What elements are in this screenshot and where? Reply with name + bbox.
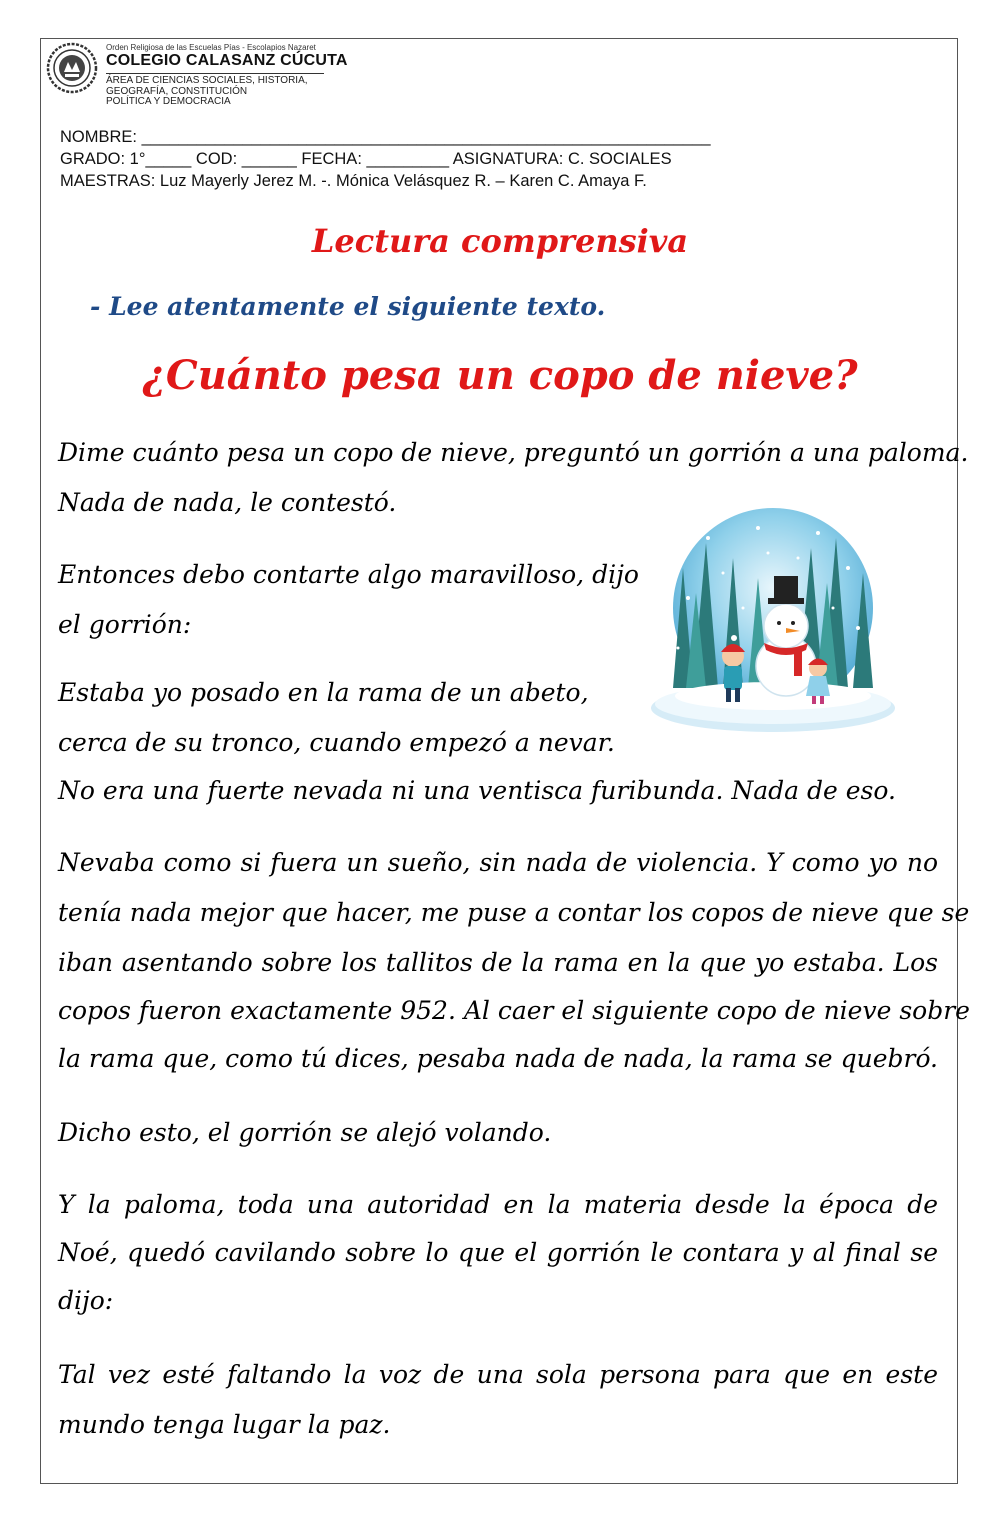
story-title: ¿Cuánto pesa un copo de nieve? [142,352,858,399]
story-line: Noé, quedó cavilando sobre lo que el gorrión le contara y al final se [58,1238,938,1267]
story-line: tenía nada mejor que hacer, me puse a contar los copos de nieve que se [58,898,970,927]
area-line: POLÍTICA Y DEMOCRACIA [106,96,231,107]
grade-field-line: GRADO: 1°_____ COD: ______ FECHA: _________ ASIGNATURA: C. SOCIALES [60,150,672,168]
story-line: mundo tenga lugar la paz. [58,1410,391,1439]
teachers-line: MAESTRAS: Luz Mayerly Jerez M. -. Mónica Velásquez R. – Karen C. Amaya F. [60,172,647,190]
story-line: el gorrión: [58,610,192,639]
name-field-line: NOMBRE: ______________________________________________________________ [60,128,711,146]
snow-globe-illustration [648,498,898,738]
school-seal-icon [46,42,98,94]
story-line: Entonces debo contarte algo maravilloso, dijo [58,560,639,589]
instruction-text: - Lee atentamente el siguiente texto. [90,292,606,321]
story-line: la rama que, como tú dices, pesaba nada de nada, la rama se quebró. [58,1044,938,1073]
story-line: Nada de nada, le contestó. [58,488,397,517]
section-title: Lectura comprensiva [311,222,689,260]
story-line: Estaba yo posado en la rama de un abeto, [58,678,589,707]
story-line: Nevaba como si fuera un sueño, sin nada de violencia. Y como yo no [58,848,938,877]
area-name [106,76,336,108]
header-divider [106,73,324,74]
story-line: No era una fuerte nevada ni una ventisca furibunda. Nada de eso. [58,776,896,805]
school-name: COLEGIO CALASANZ CÚCUTA [106,52,348,69]
order-line: Orden Religiosa de las Escuelas Pías - Escolapios Nazaret [106,43,316,52]
area-line: GEOGRAFÍA, CONSTITUCIÓN [106,85,248,97]
story-line: Tal vez esté faltando la voz de una sola persona para que en este [58,1360,938,1389]
story-line: dijo: [58,1286,114,1315]
story-line: Y la paloma, toda una autoridad en la materia desde la época de [58,1190,938,1219]
story-line: iban asentando sobre los tallitos de la rama en la que yo estaba. Los [58,948,938,977]
area-line: ÁREA DE CIENCIAS SOCIALES, HISTORIA, [106,75,308,86]
story-line: cerca de su tronco, cuando empezó a nevar. [58,728,615,757]
story-line: copos fueron exactamente 952. Al caer el siguiente copo de nieve sobre [58,996,970,1025]
story-line: Dime cuánto pesa un copo de nieve, preguntó un gorrión a una paloma. [58,438,969,467]
story-line: Dicho esto, el gorrión se alejó volando. [58,1118,552,1147]
